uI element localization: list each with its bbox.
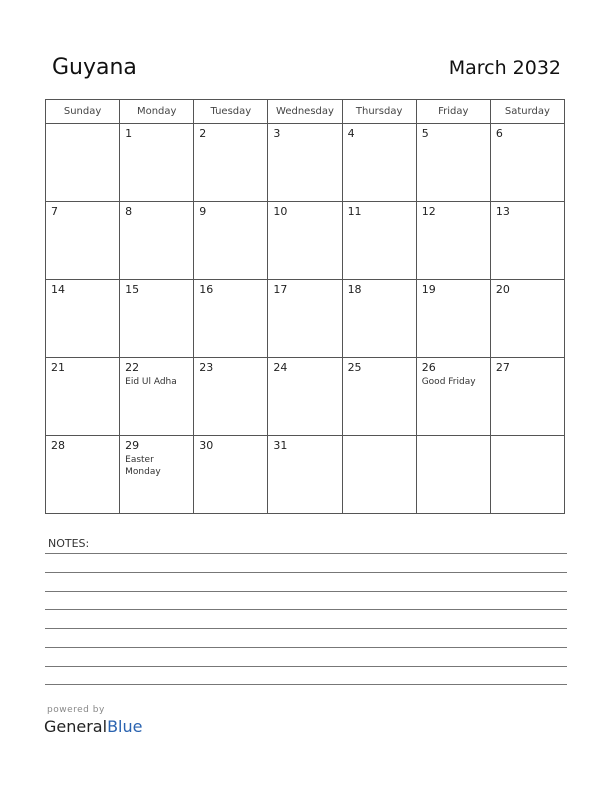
weekday-header: Sunday xyxy=(46,100,120,124)
day-cell xyxy=(120,358,194,436)
day-number: 4 xyxy=(347,127,355,140)
day-number: 24 xyxy=(273,361,288,374)
day-cell xyxy=(194,124,268,202)
week-row xyxy=(46,124,565,202)
notes-line xyxy=(45,628,567,629)
logo-text-general: General xyxy=(44,717,108,736)
day-number: 22 xyxy=(125,361,140,374)
day-cell xyxy=(194,436,268,514)
week-row xyxy=(46,358,565,436)
weekday-header: Monday xyxy=(120,100,194,124)
month-year-title: March 2032 xyxy=(448,57,561,79)
weekday-header: Saturday xyxy=(490,100,564,124)
notes-line xyxy=(45,684,567,685)
weekday-header: Tuesday xyxy=(194,100,268,124)
day-number: 18 xyxy=(347,283,362,296)
day-cell xyxy=(194,280,268,358)
day-number: 23 xyxy=(199,361,214,374)
day-cell xyxy=(46,436,120,514)
day-cell xyxy=(490,280,564,358)
notes-label: NOTES: xyxy=(48,537,90,550)
day-number: 30 xyxy=(199,439,214,452)
week-row xyxy=(46,280,565,358)
logo-text-blue: Blue xyxy=(107,717,143,736)
day-number: 26 xyxy=(421,361,436,374)
holiday-label: Easter Monday xyxy=(125,455,161,477)
day-cell xyxy=(120,202,194,280)
day-cell xyxy=(46,280,120,358)
holiday-label: Good Friday xyxy=(421,377,476,387)
day-number: 16 xyxy=(199,283,214,296)
day-cell xyxy=(120,124,194,202)
day-cell xyxy=(120,436,194,514)
day-cell xyxy=(342,124,416,202)
day-cell xyxy=(46,358,120,436)
day-cell xyxy=(416,202,490,280)
day-number: 20 xyxy=(495,283,510,296)
day-number: 3 xyxy=(273,127,281,140)
day-cell xyxy=(342,202,416,280)
day-number: 11 xyxy=(347,205,362,218)
day-number: 27 xyxy=(495,361,510,374)
generalblue-logo xyxy=(44,717,142,736)
day-cell xyxy=(342,358,416,436)
day-number: 19 xyxy=(421,283,436,296)
day-cell xyxy=(194,358,268,436)
day-number: 14 xyxy=(51,283,65,296)
notes-line xyxy=(45,553,567,554)
day-number: 15 xyxy=(125,283,140,296)
weekday-header: Thursday xyxy=(342,100,416,124)
day-number: 1 xyxy=(125,127,133,140)
notes-line xyxy=(45,666,567,667)
day-number: 8 xyxy=(125,205,133,218)
day-cell xyxy=(194,202,268,280)
day-number: 2 xyxy=(199,127,207,140)
notes-line xyxy=(45,609,567,610)
day-cell xyxy=(416,124,490,202)
day-cell xyxy=(268,202,342,280)
day-cell xyxy=(342,436,416,514)
day-number: 10 xyxy=(273,205,288,218)
holiday-label: Eid Ul Adha xyxy=(125,377,177,387)
day-number: 28 xyxy=(51,439,65,452)
day-number: 29 xyxy=(125,439,140,452)
notes-line xyxy=(45,591,567,592)
day-number: 5 xyxy=(421,127,429,140)
day-cell xyxy=(268,280,342,358)
day-cell xyxy=(46,202,120,280)
day-number: 17 xyxy=(273,283,288,296)
day-cell xyxy=(490,202,564,280)
day-cell xyxy=(120,280,194,358)
day-cell xyxy=(268,436,342,514)
weekday-header-row xyxy=(46,100,565,124)
day-cell xyxy=(490,358,564,436)
notes-line xyxy=(45,572,567,573)
weekday-header: Friday xyxy=(416,100,490,124)
notes-line xyxy=(45,647,567,648)
week-row xyxy=(46,436,565,514)
day-number: 9 xyxy=(199,205,207,218)
day-cell xyxy=(490,436,564,514)
country-title: Guyana xyxy=(52,55,137,80)
powered-by-text: powered by xyxy=(47,705,105,715)
day-number: 12 xyxy=(421,205,436,218)
day-cell xyxy=(268,358,342,436)
day-cell xyxy=(342,280,416,358)
day-number: 25 xyxy=(347,361,362,374)
day-cell xyxy=(46,124,120,202)
day-cell xyxy=(416,280,490,358)
day-cell xyxy=(416,436,490,514)
day-number: 21 xyxy=(51,361,65,374)
week-row xyxy=(46,202,565,280)
calendar-grid xyxy=(45,99,565,514)
day-cell xyxy=(490,124,564,202)
day-cell xyxy=(416,358,490,436)
day-cell xyxy=(268,124,342,202)
day-number: 13 xyxy=(495,205,510,218)
weekday-header: Wednesday xyxy=(268,100,342,124)
day-number: 7 xyxy=(51,205,58,218)
day-number: 6 xyxy=(495,127,503,140)
day-number: 31 xyxy=(273,439,288,452)
